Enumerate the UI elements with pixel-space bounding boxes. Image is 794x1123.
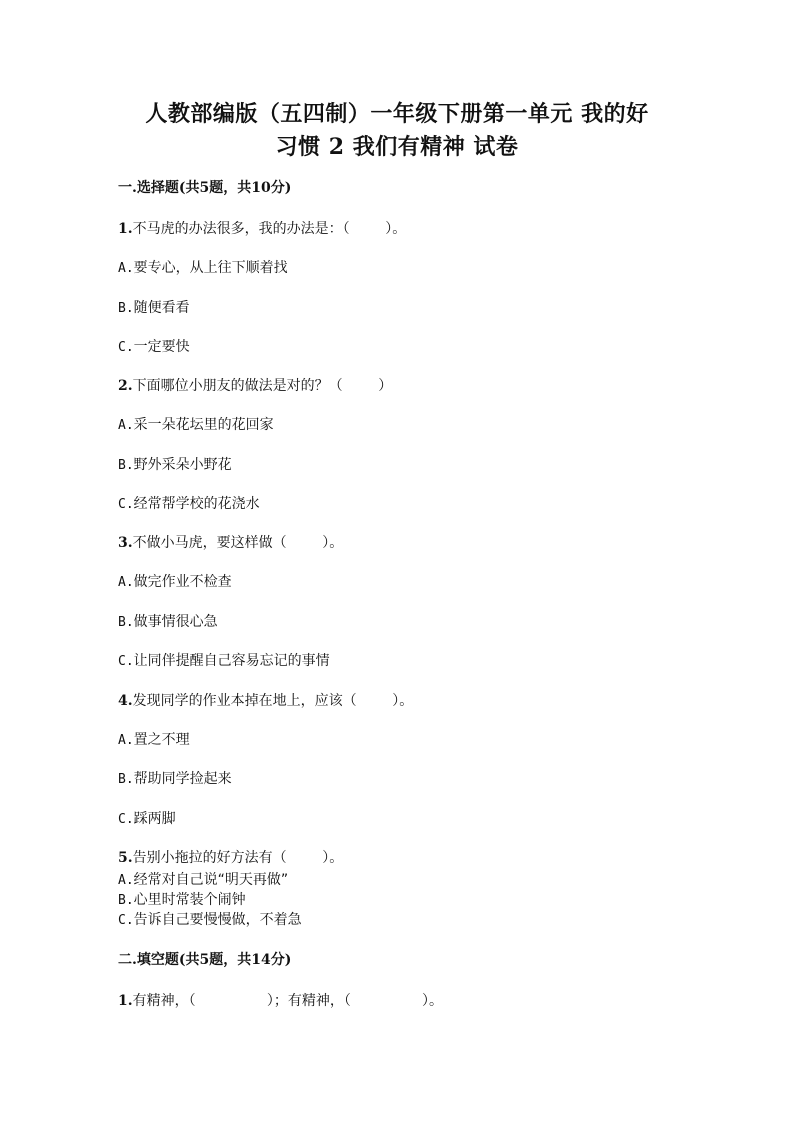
fill-question-1 [118, 990, 443, 1010]
question-4-option-a: A.置之不理 [118, 732, 190, 748]
question-5-option-c: C.告诉自己要慢慢做，不着急 [118, 912, 302, 928]
question-4-option-b: B.帮助同学捡起来 [118, 771, 232, 787]
question-3-option-a: A.做完作业不检查 [118, 574, 232, 590]
question-1-option-b: B.随便看看 [118, 300, 190, 316]
question-text: 发现同学的作业本掉在地上，应该（ ）。 [132, 693, 414, 709]
question-4-option-c: C.踩两脚 [118, 811, 176, 827]
question-text: 不马虎的办法很多，我的办法是：（ ）。 [132, 221, 407, 237]
section-heading-fill: 二.填空题(共5题，共14分) [118, 952, 292, 968]
question-text: 下面哪位小朋友的做法是对的？（ ） [132, 378, 393, 394]
question-2 [118, 375, 392, 395]
question-3 [118, 532, 343, 552]
question-number: 1. [118, 221, 133, 237]
question-1-option-c: C.一定要快 [118, 339, 190, 355]
question-number: 1. [118, 993, 133, 1009]
question-number: 3. [118, 535, 133, 551]
section-heading-choice: 一.选择题(共5题，共10分) [118, 180, 292, 196]
question-2-option-a: A.采一朵花坛里的花回家 [118, 417, 274, 433]
question-5-option-b: B.心里时常装个闹钟 [118, 892, 246, 908]
question-1-option-a: A.要专心，从上往下顺着找 [118, 260, 288, 276]
question-number: 2. [118, 378, 133, 394]
exam-title [0, 98, 794, 164]
question-2-option-c: C.经常帮学校的花浇水 [118, 496, 260, 512]
question-number: 5. [118, 850, 133, 866]
question-text: 有精神，（ ）；有精神，（ ）。 [132, 993, 444, 1009]
question-1 [118, 218, 406, 238]
question-text: 不做小马虎，要这样做（ ）。 [132, 535, 344, 551]
question-text: 告别小拖拉的好方法有（ ）。 [132, 850, 344, 866]
question-2-option-b: B.野外采朵小野花 [118, 457, 232, 473]
question-number: 4. [118, 693, 133, 709]
question-4 [118, 690, 413, 710]
question-3-option-b: B.做事情很心急 [118, 614, 218, 630]
exam-title-line1: 人教部编版（五四制）一年级下册第一单元 我的好 [145, 101, 649, 127]
question-5 [118, 847, 343, 867]
question-3-option-c: C.让同伴提醒自己容易忘记的事情 [118, 653, 330, 669]
exam-title-line2: 习惯 2 我们有精神 试卷 [275, 134, 519, 160]
question-5-option-a: A.经常对自己说“明天再做” [118, 872, 289, 888]
